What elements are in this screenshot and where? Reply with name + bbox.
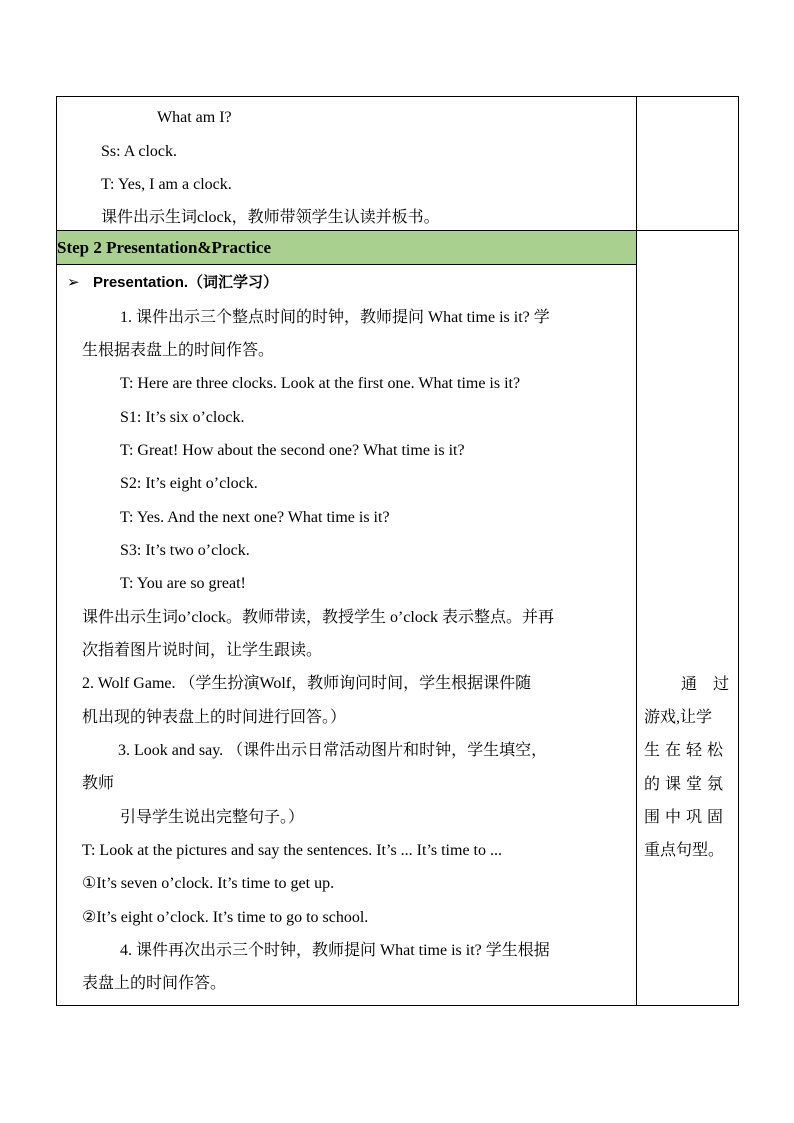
- presentation-line: 引导学生说出完整句子。）: [120, 809, 305, 826]
- presentation-line: S1: It’s six o’clock.: [120, 409, 245, 426]
- presentation-line: S3: It’s two o’clock.: [120, 542, 250, 559]
- note-line: 生在轻松: [644, 742, 729, 759]
- step-title: Step 2 Presentation&Practice: [57, 231, 637, 265]
- presentation-line: S2: It’s eight o’clock.: [120, 475, 258, 492]
- note-cell: [637, 231, 739, 1006]
- intro-line: T: Yes, I am a clock.: [101, 176, 232, 193]
- presentation-line: ①It’s seven o’clock. It’s time to get up.: [82, 875, 335, 892]
- presentation-line: T: Great! How about the second one? What time is it?: [120, 442, 465, 459]
- presentation-line: 机出现的钟表盘上的时间进行回答。）: [82, 709, 347, 726]
- intro-line: What am I?: [157, 109, 232, 126]
- lesson-plan-table: [56, 96, 739, 1006]
- note-line: 的课堂氛: [644, 776, 729, 793]
- intro-line: Ss: A clock.: [101, 143, 178, 160]
- bullet-icon: ➢: [67, 274, 80, 291]
- presentation-line: T: Yes. And the next one? What time is it?: [120, 509, 390, 526]
- note-line: 通 过: [681, 676, 730, 693]
- presentation-line: 2. Wolf Game. （学生扮演Wolf，教师询问时间，学生根据课件随: [82, 675, 532, 692]
- intro-cell: [57, 97, 637, 231]
- presentation-line: T: Look at the pictures and say the sentences. It’s ... It’s time to ...: [82, 842, 502, 859]
- note-line: 游戏,让学: [644, 709, 713, 726]
- note-line: 围中巩固: [644, 809, 729, 826]
- intro-note-cell: [637, 97, 739, 231]
- presentation-cell: [57, 265, 637, 1006]
- presentation-line: 1. 课件出示三个整点时间的时钟，教师提问 What time is it? 学: [120, 309, 550, 326]
- note-line: 重点句型。: [644, 842, 725, 859]
- presentation-line: 生根据表盘上的时间作答。: [82, 342, 275, 359]
- presentation-heading: Presentation.（词汇学习）: [93, 274, 279, 291]
- presentation-line: T: Here are three clocks. Look at the first one. What time is it?: [120, 375, 521, 392]
- presentation-line: 3. Look and say. （课件出示日常活动图片和时钟，学生填空，: [118, 742, 548, 759]
- presentation-line: 次指着图片说时间，让学生跟读。: [82, 642, 323, 659]
- presentation-line: 课件出示生词o’clock。教师带读，教授学生 o’clock 表示整点。并再: [82, 609, 554, 626]
- presentation-line: T: You are so great!: [120, 575, 246, 592]
- presentation-line: 4. 课件再次出示三个时钟，教师提问 What time is it? 学生根据: [120, 942, 550, 959]
- intro-line: 课件出示生词clock，教师带领学生认读并板书。: [101, 209, 440, 226]
- presentation-line: ②It’s eight o’clock. It’s time to go to school.: [82, 909, 369, 926]
- presentation-line: 教师: [82, 775, 115, 792]
- presentation-line: 表盘上的时间作答。: [82, 975, 227, 992]
